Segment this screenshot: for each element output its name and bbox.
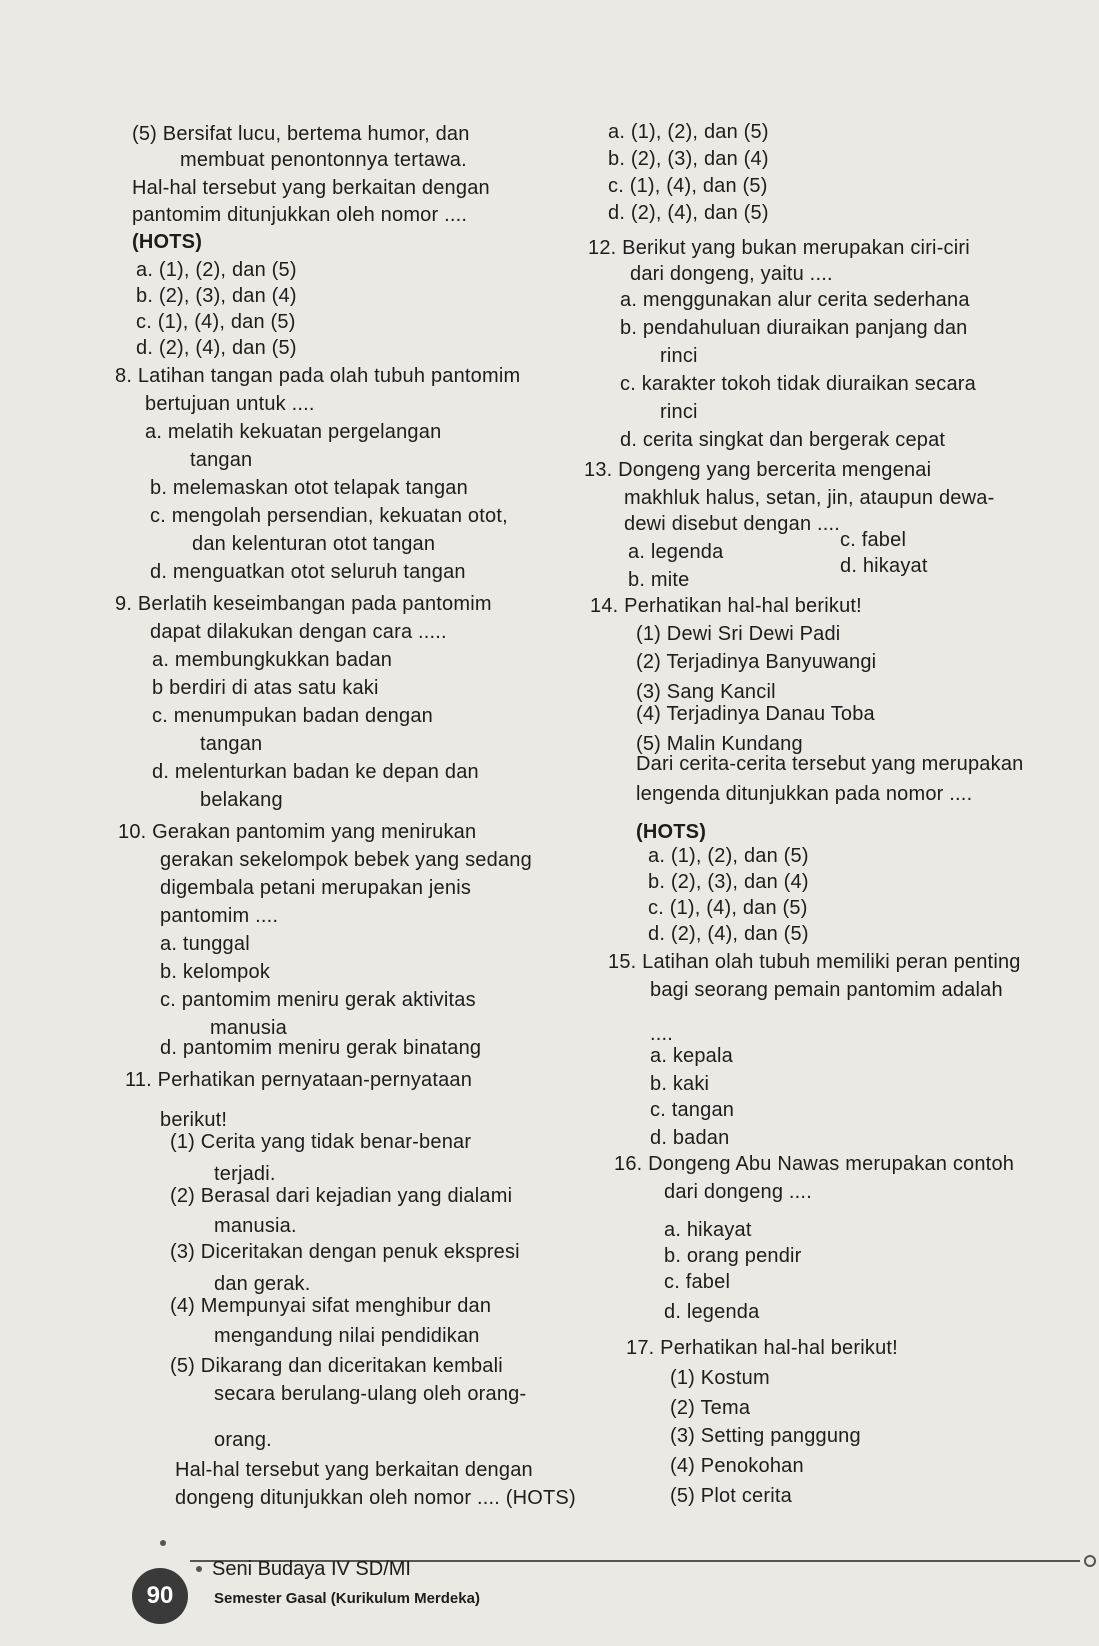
left-line: belakang: [200, 789, 283, 811]
left-line: 11. Perhatikan pernyataan-pernyataan: [125, 1069, 473, 1091]
right-line: 14. Perhatikan hal-hal berikut!: [590, 595, 862, 617]
left-line: (2) Berasal dari kejadian yang dialami: [170, 1185, 513, 1207]
right-line: dari dongeng ....: [664, 1181, 812, 1203]
semester-label: Semester Gasal (Kurikulum Merdeka): [214, 1590, 480, 1607]
left-line: manusia.: [214, 1215, 297, 1237]
left-line: d. menguatkan otot seluruh tangan: [150, 561, 466, 583]
right-line: d. legenda: [664, 1301, 760, 1323]
right-line: b. (2), (3), dan (4): [608, 148, 769, 170]
right-line: c. fabel: [840, 529, 907, 551]
right-line: c. karakter tokoh tidak diuraikan secara: [620, 373, 976, 395]
left-line: a. tunggal: [160, 933, 250, 955]
left-line: (3) Diceritakan dengan penuk ekspresi: [170, 1241, 520, 1263]
left-line: dan gerak.: [214, 1273, 311, 1295]
right-line: bagi seorang pemain pantomim adalah: [650, 979, 1003, 1001]
right-line: 13. Dongeng yang bercerita mengenai: [584, 459, 932, 481]
right-line: b. orang pendir: [664, 1245, 802, 1267]
footer-dot-icon: [160, 1540, 166, 1546]
left-line: 10. Gerakan pantomim yang menirukan: [118, 821, 477, 843]
right-line: d. (2), (4), dan (5): [608, 202, 769, 224]
left-line: mengandung nilai pendidikan: [214, 1325, 480, 1347]
right-line: a. menggunakan alur cerita sederhana: [620, 289, 970, 311]
left-line: c. (1), (4), dan (5): [136, 311, 296, 333]
right-line: (3) Setting panggung: [670, 1425, 861, 1447]
left-line: 8. Latihan tangan pada olah tubuh pantomim: [115, 365, 521, 387]
left-line: b. kelompok: [160, 961, 271, 983]
right-line: (4) Terjadinya Danau Toba: [636, 703, 875, 725]
left-line: b berdiri di atas satu kaki: [152, 677, 379, 699]
right-line: b. (2), (3), dan (4): [648, 871, 809, 893]
left-line: b. (2), (3), dan (4): [136, 285, 297, 307]
right-line: d. badan: [650, 1127, 730, 1149]
left-line: d. melenturkan badan ke depan dan: [152, 761, 479, 783]
left-line: bertujuan untuk ....: [145, 393, 315, 415]
left-line: d. (2), (4), dan (5): [136, 337, 297, 359]
left-line: (5) Dikarang dan diceritakan kembali: [170, 1355, 503, 1377]
left-line: berikut!: [160, 1109, 228, 1131]
left-line: c. pantomim meniru gerak aktivitas: [160, 989, 476, 1011]
left-line: a. melatih kekuatan pergelangan: [145, 421, 442, 443]
left-line: pantomim ....: [160, 905, 279, 927]
right-line: d. (2), (4), dan (5): [648, 923, 809, 945]
right-line: lengenda ditunjukkan pada nomor ....: [636, 783, 973, 805]
right-line: 16. Dongeng Abu Nawas merupakan contoh: [614, 1153, 1015, 1175]
footer-ring-icon: [1084, 1555, 1096, 1567]
right-line: a. legenda: [628, 541, 724, 563]
left-line: dongeng ditunjukkan oleh nomor .... (HOTS): [175, 1487, 576, 1509]
left-line: d. pantomim meniru gerak binatang: [160, 1037, 482, 1059]
right-line: (1) Kostum: [670, 1367, 770, 1389]
right-line: d. hikayat: [840, 555, 928, 577]
right-line: makhluk halus, setan, jin, ataupun dewa-: [624, 487, 995, 509]
right-line: a. (1), (2), dan (5): [648, 845, 809, 867]
left-line: secara berulang-ulang oleh orang-: [214, 1383, 527, 1405]
left-line: c. mengolah persendian, kekuatan otot,: [150, 505, 508, 527]
left-line: a. membungkukkan badan: [152, 649, 393, 671]
left-line: manusia: [210, 1017, 287, 1039]
footer-dot-icon: [196, 1566, 202, 1572]
right-line: dari dongeng, yaitu ....: [630, 263, 833, 285]
right-line: d. cerita singkat dan bergerak cepat: [620, 429, 946, 451]
right-line: (1) Dewi Sri Dewi Padi: [636, 623, 841, 645]
left-line: dapat dilakukan dengan cara .....: [150, 621, 447, 643]
left-line: 9. Berlatih keseimbangan pada pantomim: [115, 593, 492, 615]
right-line: (5) Malin Kundang: [636, 733, 803, 755]
left-line: Hal-hal tersebut yang berkaitan dengan: [175, 1459, 533, 1481]
right-line: 12. Berikut yang bukan merupakan ciri-ciri: [588, 237, 970, 259]
right-line: (2) Tema: [670, 1397, 751, 1419]
right-line: (4) Penokohan: [670, 1455, 804, 1477]
left-line: digembala petani merupakan jenis: [160, 877, 472, 899]
right-line: dewi disebut dengan ....: [624, 513, 841, 535]
left-line: pantomim ditunjukkan oleh nomor ....: [132, 204, 468, 226]
right-line: (HOTS): [636, 821, 707, 843]
right-line: b. mite: [628, 569, 690, 591]
right-line: c. fabel: [664, 1271, 731, 1293]
left-line: tangan: [190, 449, 253, 471]
right-line: b. kaki: [650, 1073, 710, 1095]
left-line: orang.: [214, 1429, 272, 1451]
left-line: b. melemaskan otot telapak tangan: [150, 477, 468, 499]
left-line: Hal-hal tersebut yang berkaitan dengan: [132, 177, 490, 199]
left-line: (5) Bersifat lucu, bertema humor, dan: [132, 123, 470, 145]
left-line: terjadi.: [214, 1163, 276, 1185]
left-line: (HOTS): [132, 231, 203, 253]
left-line: (4) Mempunyai sifat menghibur dan: [170, 1295, 492, 1317]
page-number: 90: [132, 1568, 188, 1624]
right-line: a. (1), (2), dan (5): [608, 121, 769, 143]
right-line: rinci: [660, 345, 698, 367]
left-line: c. menumpukan badan dengan: [152, 705, 433, 727]
left-line: dan kelenturan otot tangan: [192, 533, 436, 555]
right-line: Dari cerita-cerita tersebut yang merupakan: [636, 753, 1024, 775]
right-line: rinci: [660, 401, 698, 423]
right-line: b. pendahuluan diuraikan panjang dan: [620, 317, 968, 339]
right-line: (2) Terjadinya Banyuwangi: [636, 651, 877, 673]
right-line: c. tangan: [650, 1099, 735, 1121]
right-line: 15. Latihan olah tubuh memiliki peran penting: [608, 951, 1021, 973]
right-line: a. hikayat: [664, 1219, 752, 1241]
book-title: Seni Budaya IV SD/MI: [212, 1558, 411, 1580]
right-line: a. kepala: [650, 1045, 733, 1067]
left-line: membuat penontonnya tertawa.: [180, 149, 467, 171]
right-line: 17. Perhatikan hal-hal berikut!: [626, 1337, 898, 1359]
left-line: tangan: [200, 733, 263, 755]
right-line: ....: [650, 1023, 674, 1045]
left-line: (1) Cerita yang tidak benar-benar: [170, 1131, 472, 1153]
right-line: c. (1), (4), dan (5): [648, 897, 808, 919]
right-line: (3) Sang Kancil: [636, 681, 776, 703]
right-line: c. (1), (4), dan (5): [608, 175, 768, 197]
right-line: (5) Plot cerita: [670, 1485, 792, 1507]
left-line: gerakan sekelompok bebek yang sedang: [160, 849, 532, 871]
left-line: a. (1), (2), dan (5): [136, 259, 297, 281]
